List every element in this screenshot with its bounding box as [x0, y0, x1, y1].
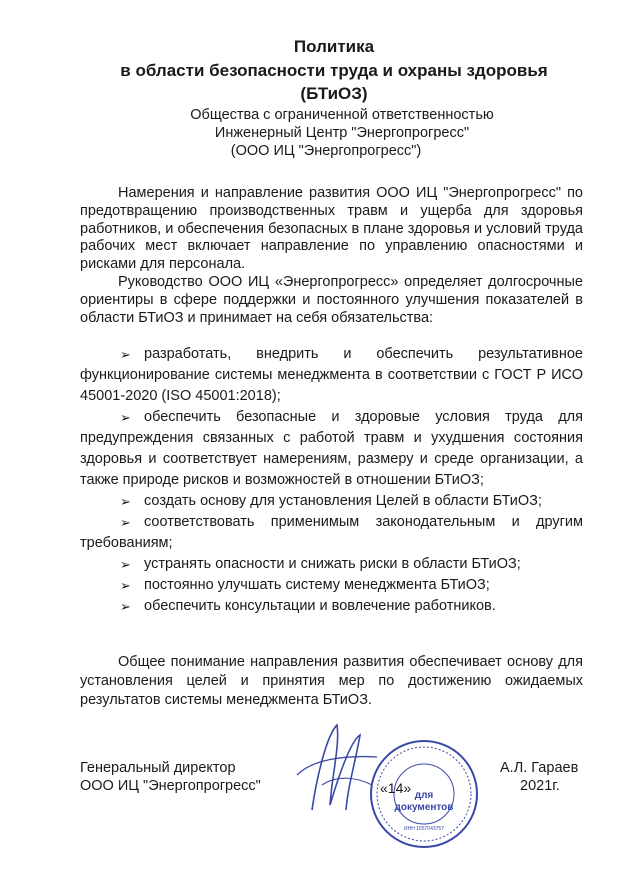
signature-year: 2021г.: [520, 778, 560, 794]
bullet-arrow-icon: ➢: [120, 410, 131, 425]
bullet-arrow-icon: ➢: [120, 515, 131, 530]
intro-paragraph: Намерения и направление развития ООО ИЦ "Энергопрогресс" по предотвращению производственных травм и ущерба для здоровья работников, и обеспечения безопасных в плане здоровья и условий труда рабочих мест включает направление по управлению опасностями и рисками для персонала.: [80, 185, 583, 273]
org-line-1: Общества с ограниченной ответственностью: [190, 107, 494, 123]
bullet-arrow-icon: ➢: [120, 578, 131, 593]
list-item: ➢ обеспечить безопасные и здоровые условия труда для предупреждения связанных с работой травм и ухудшения состояния здоровья и соответствует намерениям, размеру и среде организации, а также природе рисков и возможностей в отношении БТиОЗ;: [80, 409, 583, 488]
bullet-arrow-icon: ➢: [120, 599, 131, 614]
svg-text:для: для: [414, 790, 434, 801]
list-item: ➢ обеспечить консультации и вовлечение работников.: [80, 596, 583, 617]
commitments-list: [80, 344, 583, 617]
document-subtitle: в области безопасности труда и охраны здоровья: [120, 61, 548, 80]
signatory-name: А.Л. Гараев: [500, 760, 579, 776]
list-item: ➢ устранять опасности и снижать риски в области БТиОЗ;: [80, 554, 583, 575]
signature-date: «14»: [380, 780, 412, 796]
commitment-paragraph: Руководство ООО ИЦ «Энергопрогресс» определяет долгосрочные ориентиры в сфере поддержки и постоянного улучшения показателей в области БТиОЗ и принимает на себя обязательства:: [80, 274, 583, 326]
svg-text:документов: документов: [394, 802, 454, 813]
signatory-position: Генеральный директор: [80, 760, 236, 776]
bullet-arrow-icon: ➢: [120, 347, 131, 362]
bullet-arrow-icon: ➢: [120, 494, 131, 509]
document-abbreviation: (БТиОЗ): [300, 84, 368, 103]
document-title: Политика: [293, 37, 375, 56]
org-line-2: Инженерный Центр "Энергопрогресс": [214, 125, 470, 141]
list-item: ➢ разработать, внедрить и обеспечить результативное функционирование системы менеджмента в соответствии с ГОСТ Р ИСО 45001-2020 (ISO 45001:2018);: [80, 346, 583, 404]
signatory-company: ООО ИЦ "Энергопрогресс": [80, 778, 261, 794]
list-item: ➢ постоянно улучшать систему менеджмента БТиОЗ;: [80, 575, 583, 596]
closing-paragraph: Общее понимание направления развития обеспечивает основу для установления целей и принятия мер по достижению ожидаемых результатов системы менеджмента БТиОЗ.: [80, 654, 583, 708]
list-item: ➢ создать основу для установления Целей в области БТиОЗ;: [80, 491, 583, 512]
list-item: ➢ соответствовать применимым законодательным и другим требованиям;: [80, 514, 583, 551]
svg-text:ИНН 1657043757: ИНН 1657043757: [403, 826, 445, 832]
org-line-3: (ООО ИЦ "Энергопрогресс"): [230, 143, 422, 159]
bullet-arrow-icon: ➢: [120, 557, 131, 572]
